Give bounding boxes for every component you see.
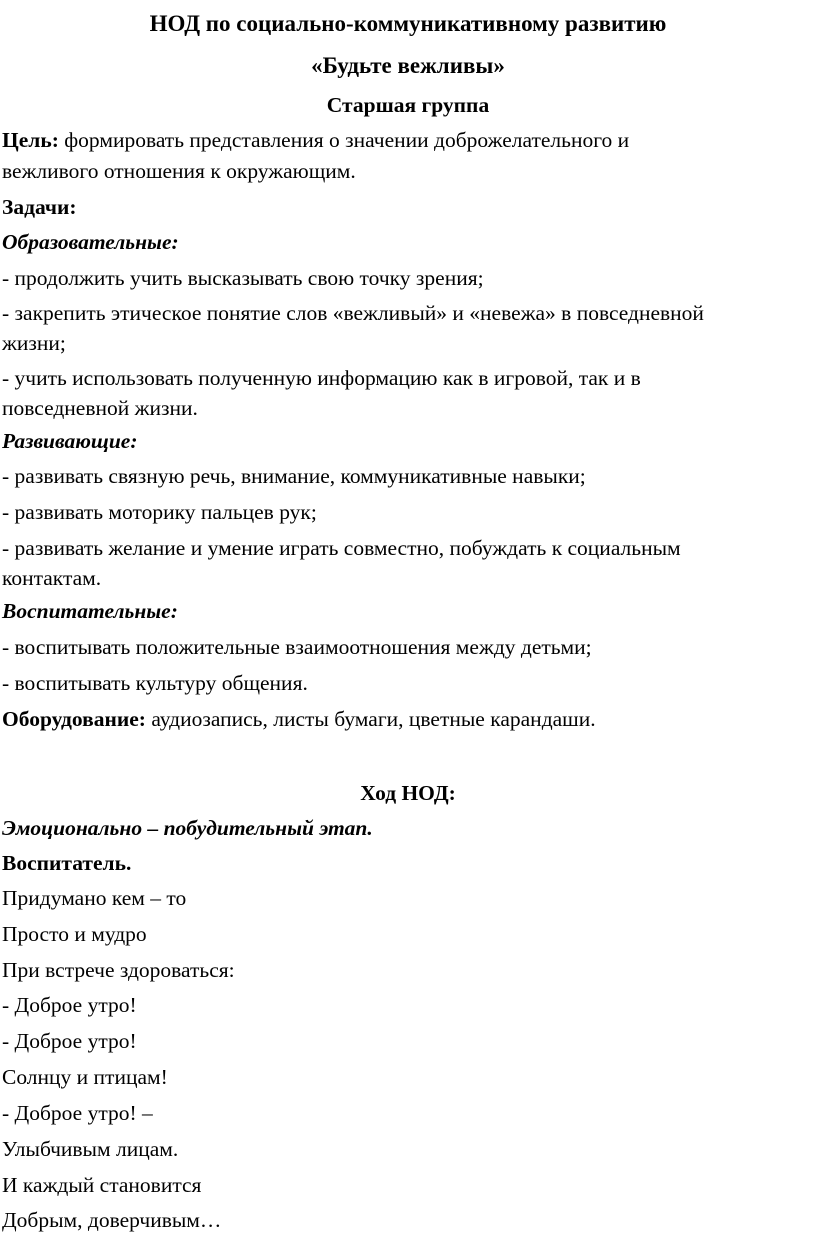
group-label: Старшая группа xyxy=(326,93,490,117)
goal-line-2: вежливого отношения к окружающим. xyxy=(2,159,356,183)
poem-line: Добрым, доверчивым… xyxy=(2,1208,222,1232)
poem-line: - Доброе утро! – xyxy=(2,1101,153,1125)
educational-item: - продолжить учить высказывать свою точку зрения; xyxy=(2,266,484,290)
developing-heading: Развивающие: xyxy=(2,429,138,453)
upbringing-item: - воспитывать культуру общения. xyxy=(2,671,308,695)
poem-line: - Доброе утро! xyxy=(2,1029,137,1053)
poem-line: Улыбчивым лицам. xyxy=(2,1137,179,1161)
poem-line: Придумано кем – то xyxy=(2,886,187,910)
stage-heading: Эмоционально – побудительный этап. xyxy=(2,816,373,840)
educational-item: повседневной жизни. xyxy=(2,396,198,420)
equipment-label: Оборудование: xyxy=(2,707,146,731)
developing-item: - развивать желание и умение играть совместно, побуждать к социальным xyxy=(2,536,681,560)
teacher-label: Воспитатель. xyxy=(2,851,132,875)
goal-text-1: формировать представления о значении доброжелательного и xyxy=(58,128,630,152)
poem-line: Солнцу и птицам! xyxy=(2,1065,168,1089)
developing-item: - развивать моторику пальцев рук; xyxy=(2,500,317,524)
poem-line: При встрече здороваться: xyxy=(2,958,235,982)
educational-item: жизни; xyxy=(2,331,66,355)
title-line-2: «Будьте вежливы» xyxy=(311,53,505,78)
equipment-text: аудиозапись, листы бумаги, цветные карандаши. xyxy=(145,707,596,731)
equipment-line xyxy=(2,706,596,732)
title-line-1: НОД по социально-коммуникативному развитию xyxy=(149,11,667,36)
educational-item: - учить использовать полученную информацию как в игровой, так и в xyxy=(2,366,641,390)
tasks-label: Задачи: xyxy=(2,195,77,219)
educational-heading: Образовательные: xyxy=(2,230,179,254)
developing-item: контактам. xyxy=(2,566,102,590)
goal-line-1 xyxy=(2,127,629,153)
poem-line: И каждый становится xyxy=(2,1173,202,1197)
poem-line: Просто и мудро xyxy=(2,922,147,946)
course-heading: Ход НОД: xyxy=(360,781,456,805)
upbringing-item: - воспитывать положительные взаимоотношения между детьми; xyxy=(2,635,592,659)
educational-item: - закрепить этическое понятие слов «вежливый» и «невежа» в повседневной xyxy=(2,301,704,325)
poem-line: - Доброе утро! xyxy=(2,993,137,1017)
goal-label: Цель: xyxy=(2,128,59,152)
upbringing-heading: Воспитательные: xyxy=(2,599,178,623)
developing-item: - развивать связную речь, внимание, коммуникативные навыки; xyxy=(2,464,586,488)
